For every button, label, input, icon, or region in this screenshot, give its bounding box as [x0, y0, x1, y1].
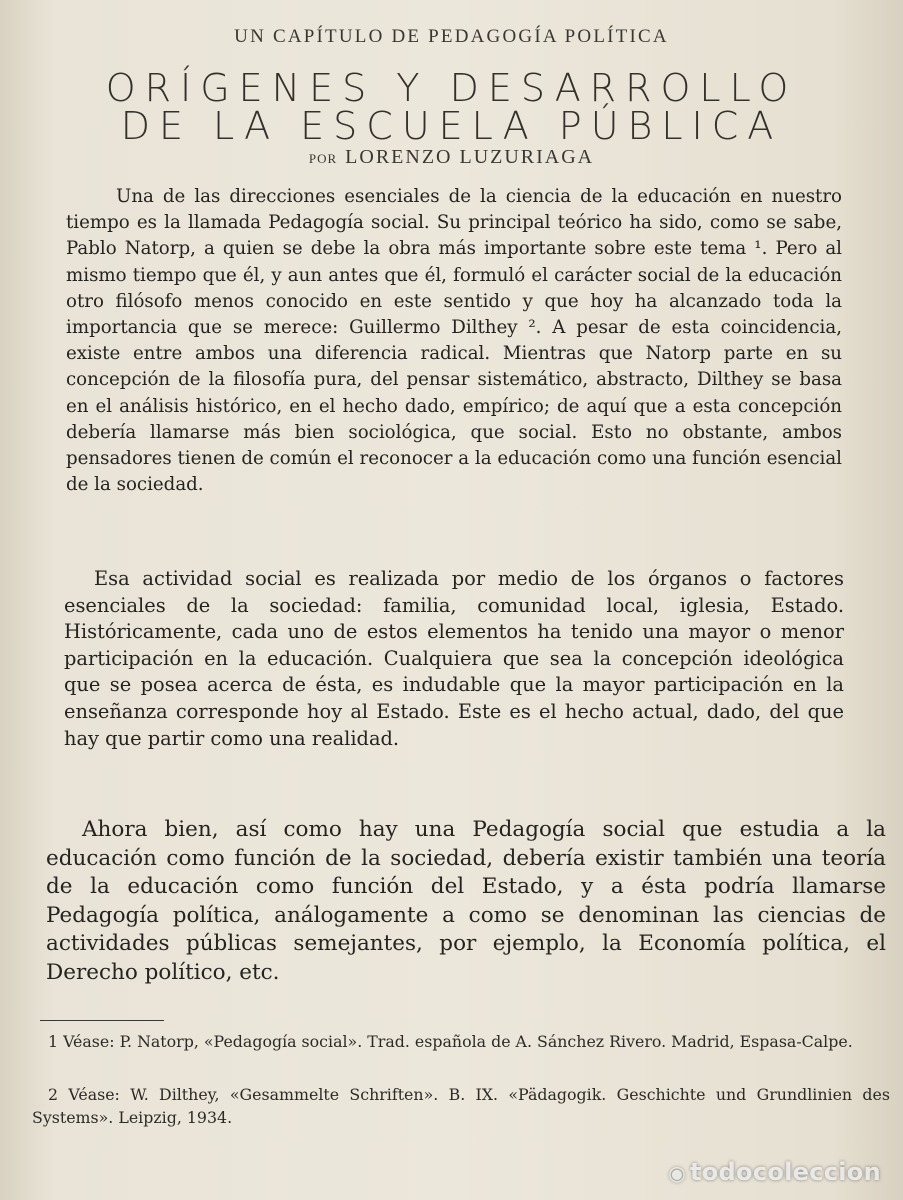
article-title-line-1: ORÍGENES Y DESARROLLO — [105, 66, 798, 110]
author-name: LORENZO LUZURIAGA — [345, 146, 595, 168]
watermark — [668, 1158, 881, 1186]
tc-logo-icon: ◉ — [668, 1161, 686, 1185]
footnote-divider — [40, 1020, 164, 1021]
body-paragraph: Una de las direcciones esenciales de la ciencia de la educación en nuestro tiempo es la llamada Pedagogía social. Su principal teórico ha sido, como se sabe, Pablo Natorp, a quien se debe la obra más importante sobre este tema ¹. Pero al mismo tiempo que él, y aun antes que él, formuló el carácter social de la educación otro filósofo menos conocido en este sentido y que hoy ha alcanzado toda la importancia que se merece: Guillermo Dilthey ². A pesar de esta coincidencia, existe entre ambos una diferencia radical. Mientras que Natorp parte en su concepción de la filosofía pura, del pensar sistemático, abstracto, Dilthey se basa en el análisis histórico, en el hecho dado, empírico; de aquí que a esta concepción debería llamarse más bien sociológica, que social. Esto no obstante, ambos pensadores tienen de común el reconocer a la educación como una función esencial de la sociedad. — [66, 186, 842, 496]
chapter-kicker: UN CAPÍTULO DE PEDAGOGÍA POLÍTICA — [234, 26, 669, 47]
footnote: 2 Véase: W. Dilthey, «Gesammelte Schriften». B. IX. «Pädagogik. Geschichte und Grundlinien des Systems». Leipzig, 1934. — [32, 1085, 890, 1127]
footnote: 1 Véase: P. Natorp, «Pedagogía social». Trad. española de A. Sánchez Rivero. Madrid, Espasa-Calpe. — [48, 1032, 853, 1051]
body-paragraph: Esa actividad social es realizada por medio de los órganos o factores esenciales de la sociedad: familia, comunidad local, iglesia, Estado. Históricamente, cada uno de estos elementos ha tenido una mayor o menor participación en la educación. Cualquiera que sea la concepción ideológica que se posea acerca de ésta, es indudable que la mayor participación en la enseñanza corresponde hoy al Estado. Este es el hecho actual, dado, del que hay que partir como una realidad. — [64, 567, 844, 750]
byline-prefix: POR — [308, 151, 338, 166]
body-paragraph: Ahora bien, así como hay una Pedagogía social que estudia a la educación como función de la sociedad, debería existir también una teoría de la educación como función del Estado, y a ésta podría llamarse Pedagogía política, análogamente a como se denominan las ciencias de actividades públicas semejantes, por ejemplo, la Economía política, el Derecho político, etc. — [46, 817, 886, 985]
watermark-text: todocoleccion — [689, 1158, 881, 1186]
article-title-line-2: DE LA ESCUELA PÚBLICA — [120, 104, 783, 148]
byline — [0, 146, 903, 169]
